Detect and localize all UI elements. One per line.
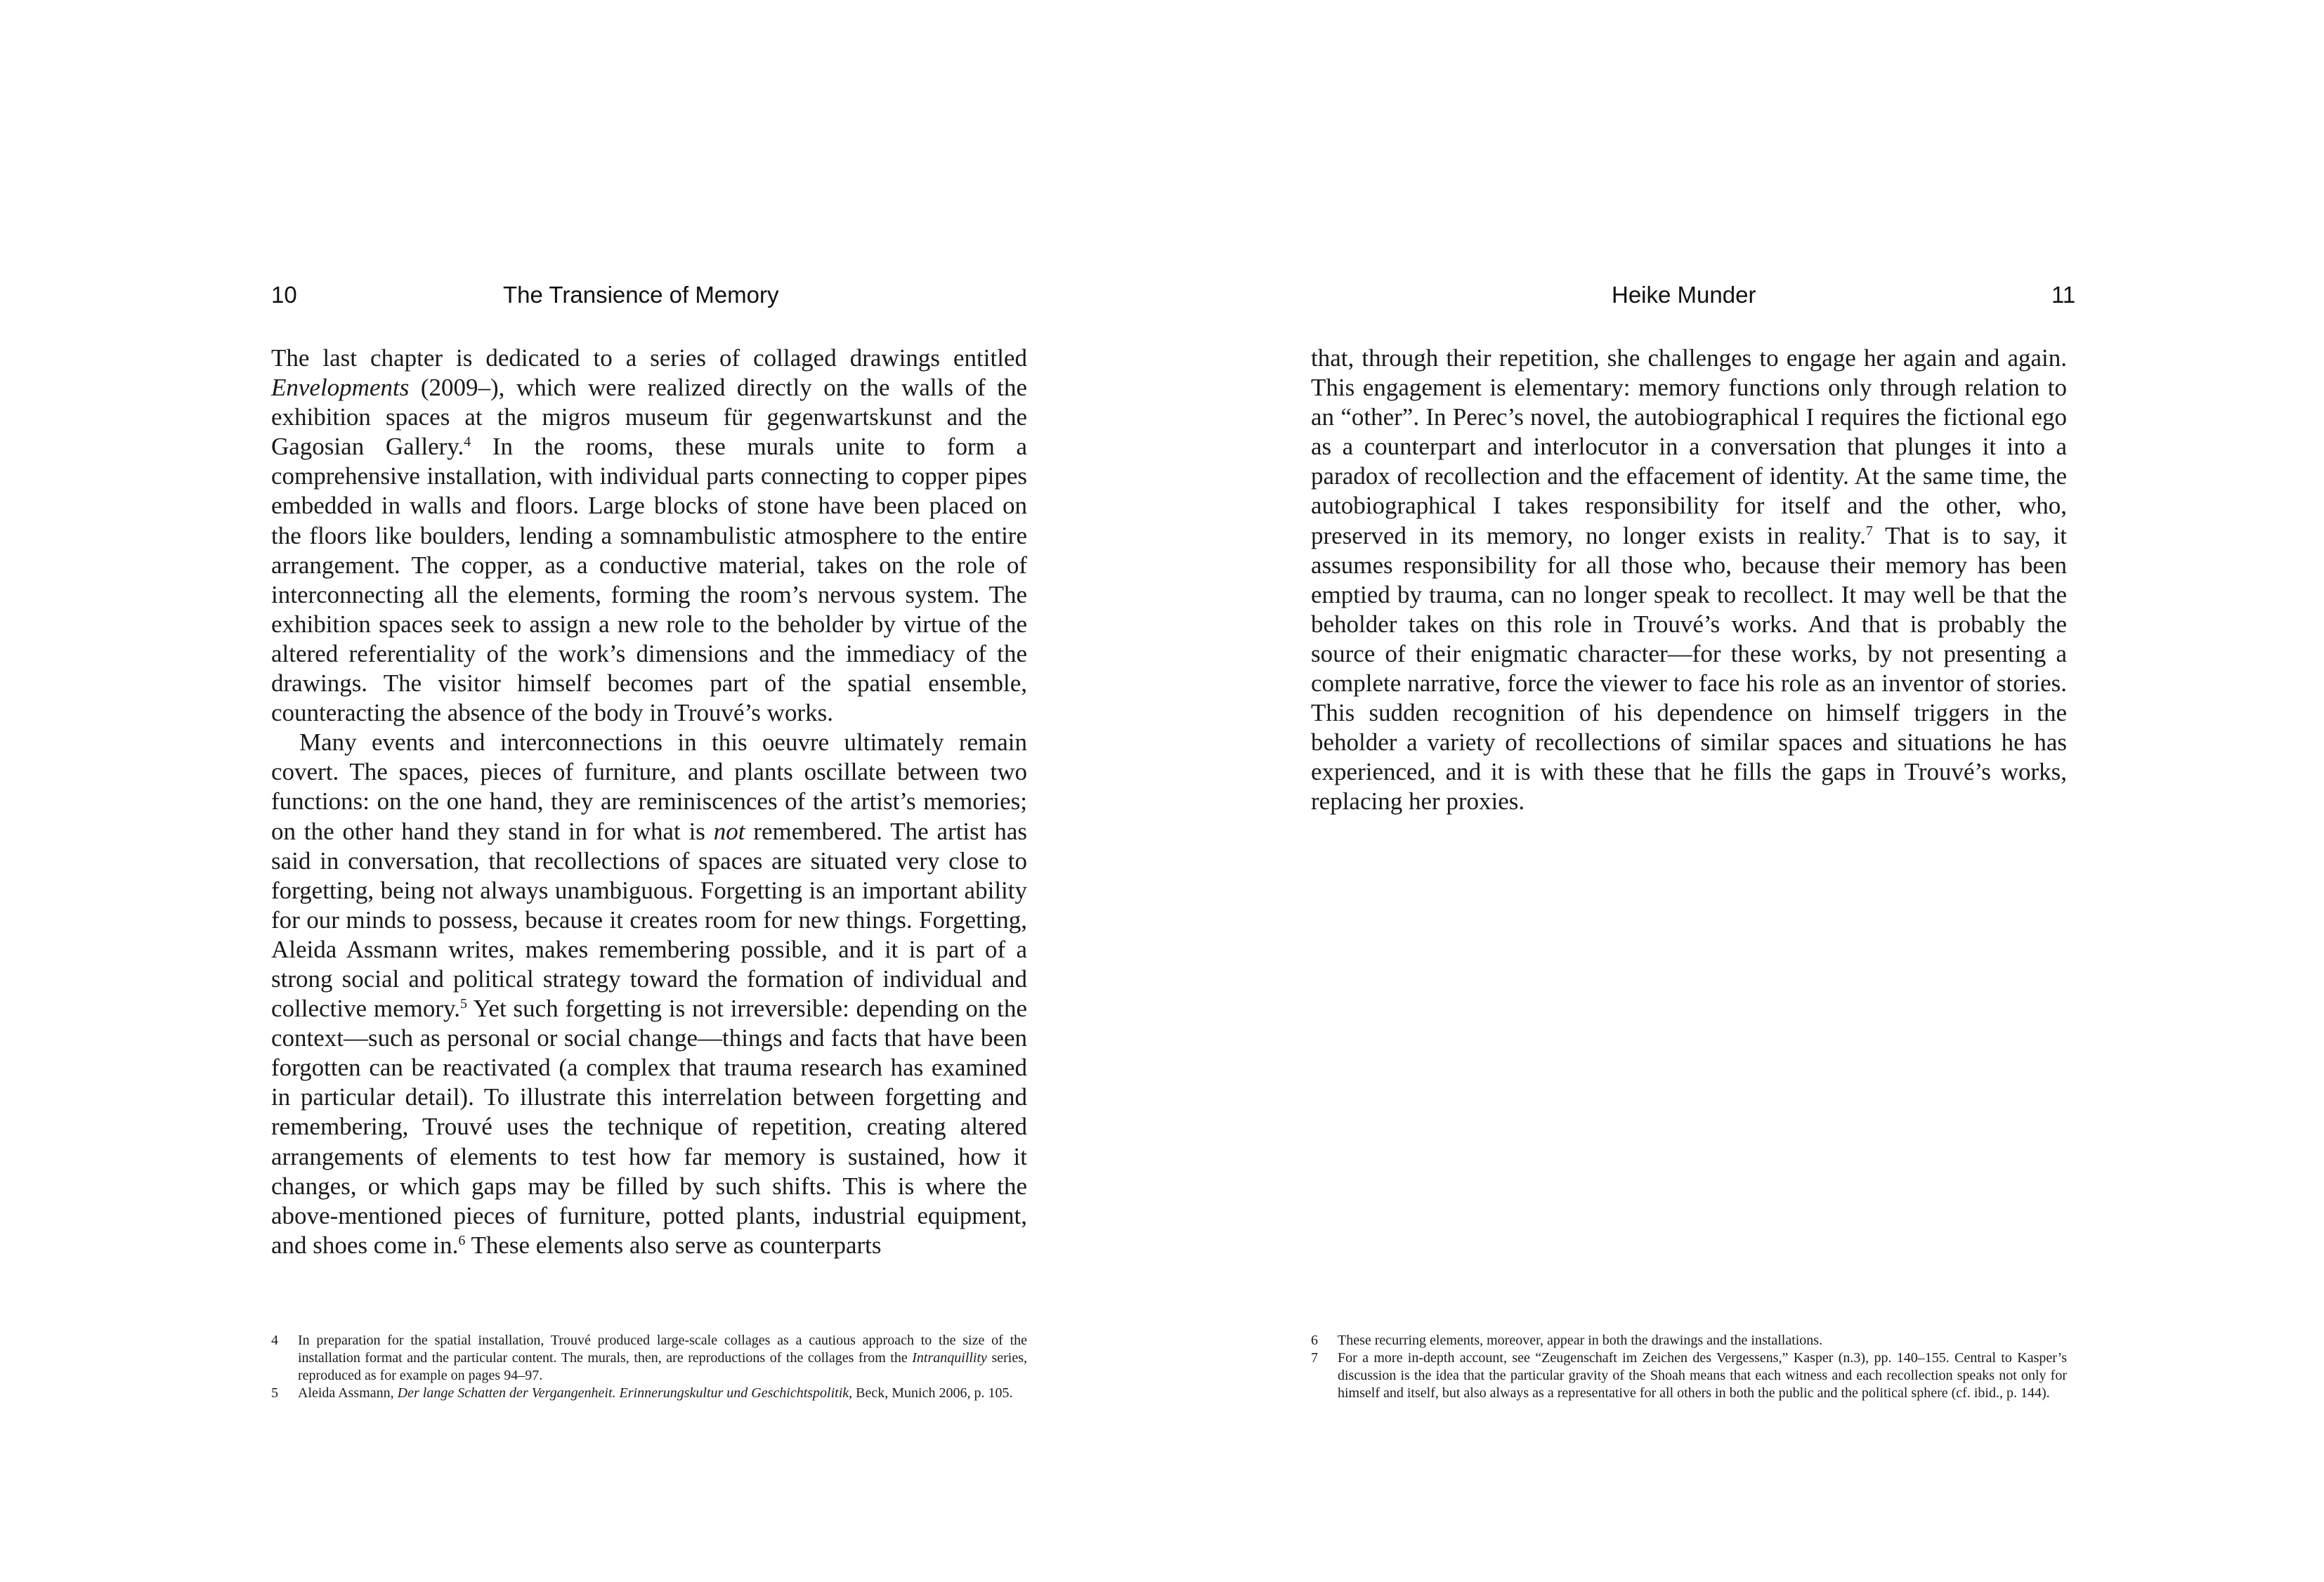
footnotes-left xyxy=(271,1332,1027,1402)
footnote-ref-6: 6 xyxy=(458,1232,466,1248)
body-text-right xyxy=(1311,344,2067,817)
footnote-text: These recurring elements, moreover, appear in both the drawings and the installations. xyxy=(1338,1333,1823,1348)
page-number-left: 10 xyxy=(271,282,297,308)
emphasis-not: not xyxy=(713,817,745,845)
footnote-number: 5 xyxy=(271,1385,278,1401)
footnote-7 xyxy=(1311,1349,2067,1402)
body-text-left xyxy=(271,344,1027,1260)
page-number-right: 11 xyxy=(2051,282,2076,308)
footnotes-right xyxy=(1311,1332,2067,1402)
footnote-text: For a more in-depth account, see “Zeugenschaft im Zeichen des Vergessens,” Kasper (n.3), pp. 140–155. Central to Kasper’s discussion is the idea that the particular gravity of the Shoah means that each witness and each recollection speaks not only for himself and itself, but also always as a representative for all others in both the public and the political sphere (cf. ibid., p. 144). xyxy=(1338,1350,2067,1401)
right-page xyxy=(1162,0,2324,1582)
paragraph-continued: that, through their repetition, she challenges to engage her again and again. This engagement is elementary: memory functions only through relation to an “other”. In Perec’s novel, the autobiographical I requires the fictional ego as a counterpart and interlocutor in a conversation that plunges it into a paradox of recollection and the effacement of identity. At the same time, the autobiographical I takes responsibility for itself and the other, who, preserved in its memory, no longer exists in reality.$^7$ That is to say, it assumes responsibility for all those who, because their memory has been emptied by trauma, can no longer speak to recollect. It may well be that the beholder takes on this role in Trouvé’s works. And that is probably the source of their enigmatic character—for these works, by not presenting a complete narrative, force the viewer to face his role as an inventor of stories. This sudden recognition of his dependence on himself triggers in the beholder a variety of recollections of similar spaces and situations he has experienced, and it is with these that he fills the gaps in Trouvé’s works, replacing her proxies. xyxy=(1311,344,2067,816)
paragraph-2: Many events and interconnections in this oeuvre ultimately remain covert. The spaces, pieces of furniture, and plants oscillate between two functions: on the one hand, they are reminiscences of the artist’s memories; on the other hand they stand in for what is not remembered. The artist has said in conversation, that recollections of spaces are situated very close to forgetting, being not always unambiguous. Forgetting is an important ability for our minds to possess, because it creates room for new things. Forgetting, Aleida Assmann writes, makes remembering possible, and it is part of a strong social and political strategy toward the formation of individual and collective memory.$^5$ Yet such forgetting is not irreversible: depending on the context—such as personal or social change—things and facts that have been forgotten can be reactivated (a complex that trauma research has examined in particular detail). To illustrate this interrelation between forgetting and remembering, Trouvé uses the technique of repetition, creating altered arrangements of elements to test how far memory is sustained, how it changes, or which gaps may be filled by such shifts. This is where the above-mentioned pieces of furniture, potted plants, industrial equipment, and shoes come in.$^6$ These elements also serve as counterparts xyxy=(271,728,1028,1259)
footnote-number: 4 xyxy=(271,1333,278,1348)
footnote-ref-5: 5 xyxy=(460,996,468,1012)
paragraph-1: The last chapter is dedicated to a series of collaged drawings entitled Envelopments (2009–), which were realized directly on the walls of the exhibition spaces at the migros museum für gegenwartskunst and the Gagosian Gallery.$^4$ In the rooms, these murals unite to form a comprehensive installation, with individual parts connecting to copper pipes embedded in walls and floors. Large blocks of stone have been placed on the floors like boulders, lending a somnambulistic atmosphere to the entire arrangement. The copper, as a conductive material, takes on the role of interconnecting all the elements, forming the room’s nervous system. The exhibition spaces seek to assign a new role to the beholder by virtue of the altered referentiality of the work’s dimensions and the immediacy of the drawings. The visitor himself becomes part of the spatial ensemble, counteracting the absence of the body in Trouvé’s works. xyxy=(271,344,1027,727)
footnote-ref-7: 7 xyxy=(1865,523,1873,539)
artwork-title-envelopments: Envelopments xyxy=(271,374,410,402)
footnote-6 xyxy=(1311,1332,2067,1349)
footnote-4 xyxy=(271,1332,1027,1385)
footnote-number: 6 xyxy=(1311,1333,1318,1348)
footnote-text: Aleida Assmann, Der lange Schatten der Vergangenheit. Erinnerungskultur und Geschichtspolitik, Beck, Munich 2006, p. 105. xyxy=(298,1385,1013,1401)
running-title-left: The Transience of Memory xyxy=(503,282,779,308)
footnote-number: 7 xyxy=(1311,1350,1318,1366)
footnote-ref-4: 4 xyxy=(464,434,471,450)
running-title-right: Heike Munder xyxy=(1612,282,1756,308)
footnote-text: In preparation for the spatial installation, Trouvé produced large-scale collages as a cautious approach to the size of the installation format and the particular content. The murals, then, are reproductions of the collages from the Intranquillity series, reproduced as for example on pages 94–97. xyxy=(298,1333,1027,1383)
footnote-5 xyxy=(271,1385,1027,1402)
